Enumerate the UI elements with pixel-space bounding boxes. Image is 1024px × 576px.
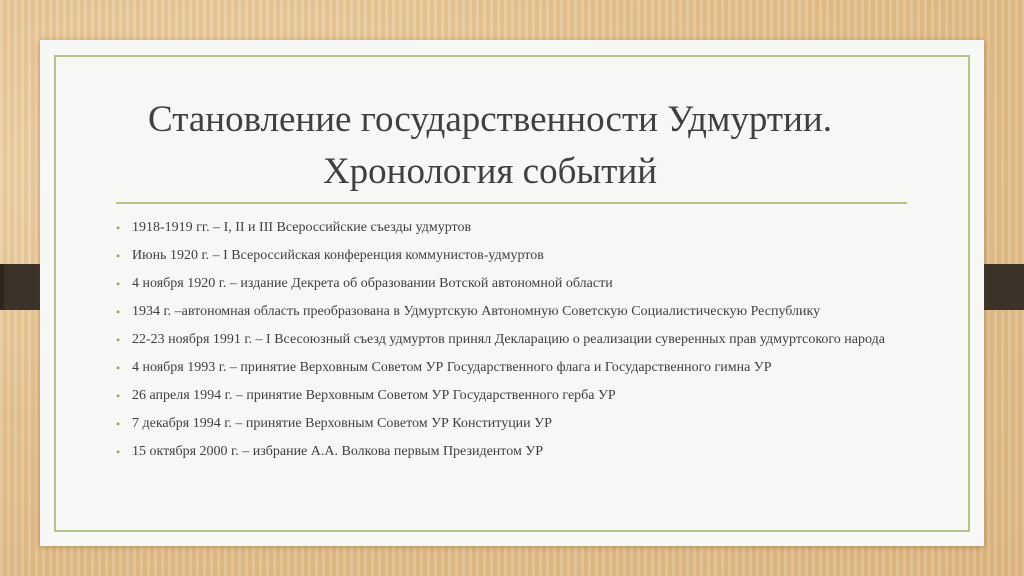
list-item-text: 26 апреля 1994 г. – принятие Верховным Советом УР Государственного герба УР: [132, 388, 616, 403]
title-divider: [116, 202, 907, 204]
list-item: [116, 443, 906, 461]
list-item: [116, 331, 906, 349]
bullet-icon: •: [116, 417, 121, 431]
slide-title-line-2: Хронология событий: [322, 151, 658, 192]
bullet-icon: •: [116, 305, 121, 319]
bullet-icon: •: [116, 249, 121, 263]
list-item-text: 22-23 ноября 1991 г. – I Всесоюзный съезд удмуртов принял Декларацию о реализации суверенных прав удмуртсокого народа: [132, 332, 885, 347]
bullet-icon: •: [116, 277, 121, 291]
list-item-text: 1918-1919 гг. – I, II и III Всероссийские съезды удмуртов: [132, 220, 472, 235]
list-item-text: 1934 г. –автономная область преобразована в Удмуртскую Автономную Советскую Социалистическую Республику: [132, 304, 821, 319]
chronology-list: [116, 219, 906, 471]
list-item-text: Июнь 1920 г. – I Всероссийская конференция коммунистов-удмуртов: [132, 248, 544, 263]
bullet-icon: •: [116, 333, 121, 347]
bullet-icon: •: [116, 361, 121, 375]
list-item-text: 15 октября 2000 г. – избрание А.А. Волкова первым Президентом УР: [132, 444, 544, 459]
slide-title: [60, 94, 920, 198]
bullet-icon: •: [116, 445, 121, 459]
bullet-icon: •: [116, 221, 121, 235]
list-item-text: 4 ноября 1920 г. – издание Декрета об образовании Вотской автономной области: [132, 276, 613, 291]
list-item: [116, 247, 906, 265]
list-item-text: 4 ноября 1993 г. – принятие Верховным Советом УР Государственного флага и Государственного гимна УР: [132, 360, 772, 375]
list-item: [116, 415, 906, 433]
list-item: [116, 387, 906, 405]
slide-title-line-1: Становление государственности Удмуртии.: [148, 99, 832, 140]
list-item-text: 7 декабря 1994 г. – принятие Верховным Советом УР Конституции УР: [132, 416, 552, 431]
list-item: [116, 303, 906, 321]
bullet-icon: •: [116, 389, 121, 403]
list-item: [116, 359, 906, 377]
list-item: [116, 219, 906, 237]
list-item: [116, 275, 906, 293]
